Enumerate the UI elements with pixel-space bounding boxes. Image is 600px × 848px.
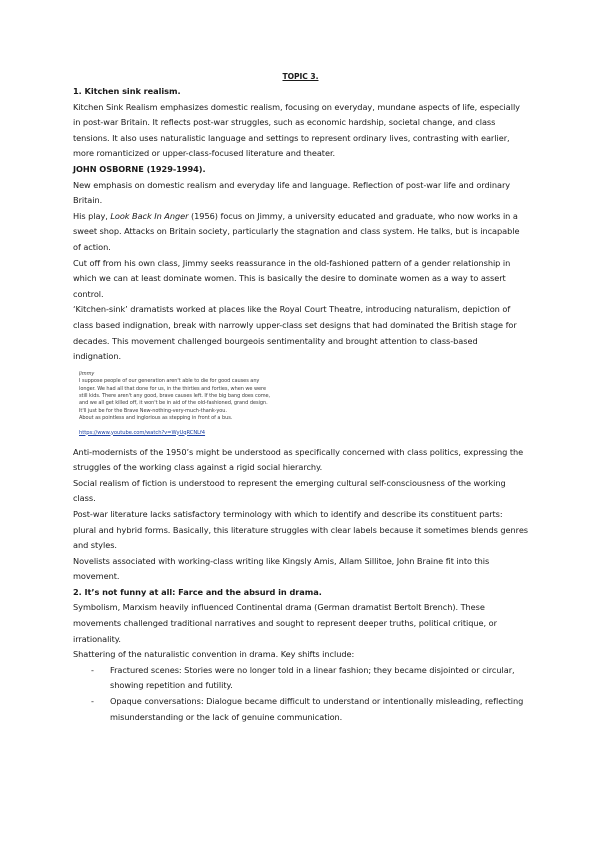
paragraph-social-realism: Social realism of fiction is understood to represent the emerging cultural self-consciousness of the working class.	[73, 477, 506, 504]
paragraph-domestic-emphasis: New emphasis on domestic realism and everyday life and language. Reflection of post-war life and ordinary Britain.	[73, 179, 511, 206]
quote-line: It'll just be for the Brave New-nothing-very-much-thank-you.	[79, 407, 227, 414]
list-item-text: Fractured scenes: Stories were no longer told in a linear fashion; they became disjointed or circular, showing repetition and futility.	[110, 664, 515, 691]
paragraph-kitchen-sink-intro: Kitchen Sink Realism emphasizes domestic realism, focusing on everyday, mundane aspects of life, especially in post-war Britain. It reflects post-war struggles, such as economic hardship, societal change, and class tensions. It also uses naturalistic language and settings to represent ordinary lives, contrasting with earlier, more romanticized or upper-class-focused literature and theater.	[73, 101, 520, 159]
section-2-title: It’s not funny at all: Farce and the absurd in drama	[84, 586, 319, 597]
section-2-period: .	[318, 586, 322, 597]
section-1-number: 1.	[73, 86, 82, 96]
play-text-before: His play,	[73, 210, 111, 221]
section-1-title: Kitchen sink realism	[84, 86, 178, 96]
quote-line: still kids. There aren't any good, brave causes left. If the big bang does come,	[79, 392, 271, 399]
section-2-number: 2.	[73, 586, 82, 597]
quote-line: longer. We had all that done for us, in the thirties and forties, when we were	[79, 385, 266, 392]
osborne-heading: JOHN OSBORNE (1929-1994).	[73, 163, 206, 174]
play-text-after: (1956) focus on Jimmy, a university educated and graduate, who now works in a sweet shop. Attacks on Britain society, particularly the stagnation and class system. He talks, but is incapable of action.	[73, 210, 520, 252]
list-item-text: Opaque conversations: Dialogue became difficult to understand or intentionally misleading, reflecting misunderstanding or the lack of genuine communication.	[110, 696, 524, 722]
key-shifts-list	[73, 663, 528, 725]
document-body	[73, 72, 528, 725]
section-1-period: .	[177, 86, 181, 96]
quote-line: I suppose people of our generation aren't able to die for good causes any	[79, 378, 260, 385]
list-item	[73, 663, 528, 694]
paragraph-kitchen-sink-dramatists: ‘Kitchen-sink’ dramatists worked at places like the Royal Court Theatre, introducing naturalism, depiction of class based indignation, break with narrowly upper-class set designs that had dominated the British stage for decades. This movement challenged bourgeois sentimentality and brought attention to class-based indignation.	[73, 304, 517, 362]
paragraph-look-back-in-anger	[73, 209, 528, 256]
section-1-heading	[73, 84, 528, 100]
quote-speaker: Jimmy	[79, 370, 95, 377]
paragraph-symbolism-marxism: Symbolism, Marxism heavily influenced Continental drama (German dramatist Bertolt Brench). These movements challenged traditional narratives and sought to represent deeper truths, political critique, or irrationality.	[73, 602, 497, 644]
list-item	[73, 694, 528, 725]
paragraph-cut-off: Cut off from his own class, Jimmy seeks reassurance in the old-fashioned pattern of a gender relationship in which we can at least dominate women. This is basically the desire to dominate women as a way to assert control.	[73, 257, 511, 299]
quote-line: and we all get killed off, it won't be in aid of the old-fashioned, grand design.	[79, 400, 268, 407]
section-2-heading	[73, 585, 528, 601]
list-dash: -	[91, 664, 94, 675]
paragraph-post-war-literature: Post-war literature lacks satisfactory terminology with which to identify and describe its constituent parts: plural and hybrid forms. Basically, this literature struggles with clear labels because it sometimes blends genres and styles.	[73, 508, 529, 551]
play-title: Look Back In Anger	[110, 210, 189, 221]
paragraph-shattering: Shattering of the naturalistic convention in drama. Key shifts include:	[73, 649, 355, 660]
paragraph-anti-modernists: Anti-modernists of the 1950’s might be understood as specifically concerned with class politics, expressing the struggles of the working class against a rigid social hierarchy.	[73, 446, 524, 473]
paragraph-novelists: Novelists associated with working-class writing like Kingsly Amis, Allam Sillitoe, John Braine fit into this movement.	[73, 555, 490, 582]
topic-title: TOPIC 3.	[282, 72, 319, 81]
quote-line: About as pointless and inglorious as stepping in front of a bus.	[79, 415, 233, 422]
youtube-link[interactable]: https://www.youtube.com/watch?v=WyUqRCNLf4	[79, 429, 206, 436]
jimmy-quote-image	[79, 371, 528, 423]
list-dash: -	[91, 696, 94, 707]
